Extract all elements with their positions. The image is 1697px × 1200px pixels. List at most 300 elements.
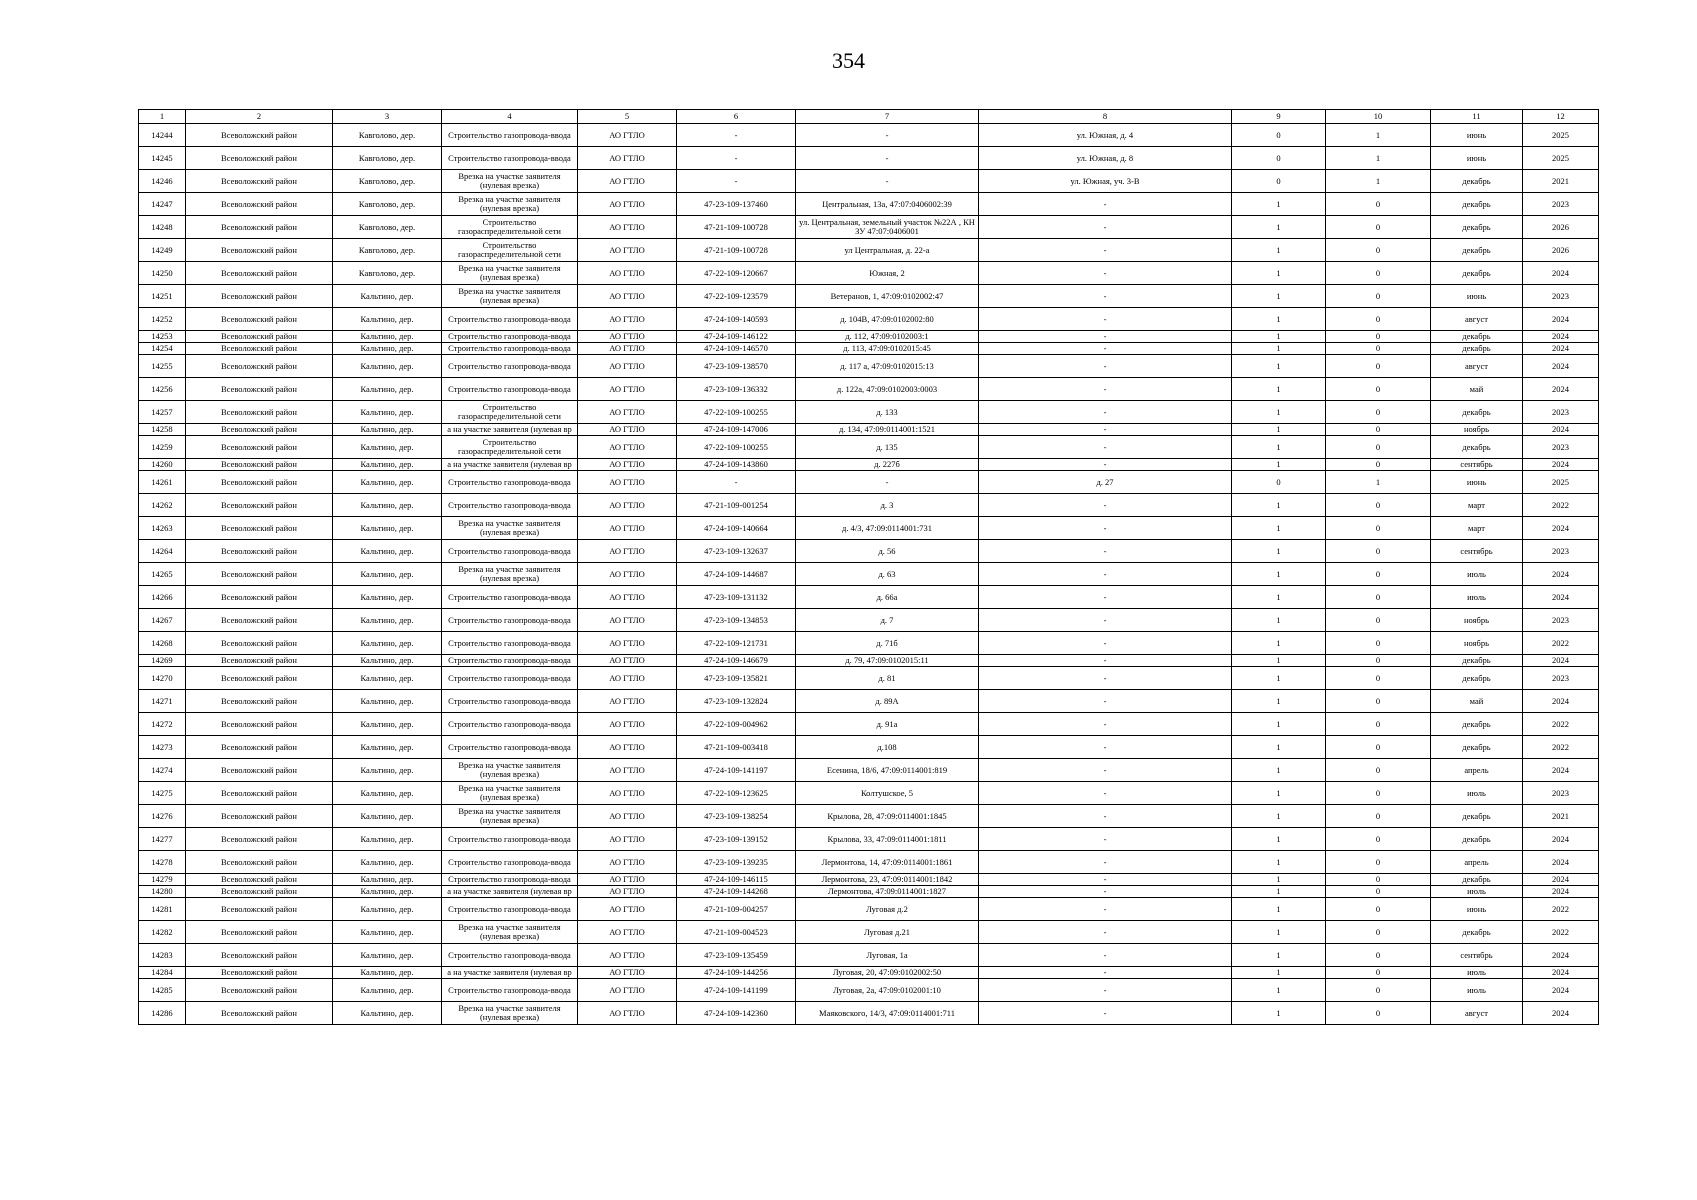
table-row <box>139 471 1599 494</box>
cell-month: июнь <box>1431 124 1523 147</box>
cell-count-b: 0 <box>1326 563 1431 586</box>
cell-count-a: 1 <box>1232 851 1326 874</box>
cell-count-a: 1 <box>1232 967 1326 979</box>
table-row <box>139 782 1599 805</box>
cell-row-number: 14251 <box>139 285 186 308</box>
cell-month: март <box>1431 517 1523 540</box>
cell-row-number: 14281 <box>139 898 186 921</box>
cell-row-number: 14250 <box>139 262 186 285</box>
cell-year: 2024 <box>1523 967 1599 979</box>
cell-district: Всеволожский район <box>186 1002 333 1025</box>
cell-row-number: 14286 <box>139 1002 186 1025</box>
cell-work-type: а на участке заявителя (нулевая вр <box>442 886 578 898</box>
cell-settlement: Кавголово, дер. <box>333 124 442 147</box>
cell-count-a: 1 <box>1232 759 1326 782</box>
cell-month: декабрь <box>1431 216 1523 239</box>
column-header-5: 5 <box>578 110 677 124</box>
cell-count-b: 0 <box>1326 1002 1431 1025</box>
cell-count-a: 1 <box>1232 828 1326 851</box>
cell-count-a: 1 <box>1232 193 1326 216</box>
cell-tu-number: 47-23-109-138254 <box>677 805 796 828</box>
cell-year: 2023 <box>1523 193 1599 216</box>
cell-count-b: 0 <box>1326 898 1431 921</box>
cell-month: сентябрь <box>1431 459 1523 471</box>
cell-street-address: - <box>979 655 1232 667</box>
cell-work-type: Врезка на участке заявителя (нулевая врезка) <box>442 170 578 193</box>
cell-street-address: д. 27 <box>979 471 1232 494</box>
cell-district: Всеволожский район <box>186 563 333 586</box>
cell-settlement: Кальтино, дер. <box>333 424 442 436</box>
cell-year: 2024 <box>1523 828 1599 851</box>
cell-count-a: 1 <box>1232 713 1326 736</box>
table-row <box>139 308 1599 331</box>
cell-year: 2026 <box>1523 216 1599 239</box>
cell-tu-number: - <box>677 124 796 147</box>
cell-count-a: 1 <box>1232 308 1326 331</box>
cell-month: декабрь <box>1431 436 1523 459</box>
table-row <box>139 262 1599 285</box>
cell-settlement: Кальтино, дер. <box>333 851 442 874</box>
cell-month: декабрь <box>1431 667 1523 690</box>
cell-street-address: - <box>979 540 1232 563</box>
table-row <box>139 851 1599 874</box>
table-row <box>139 979 1599 1002</box>
cell-district: Всеволожский район <box>186 805 333 828</box>
table-row <box>139 285 1599 308</box>
cell-settlement: Кальтино, дер. <box>333 898 442 921</box>
cell-row-number: 14278 <box>139 851 186 874</box>
cell-district: Всеволожский район <box>186 262 333 285</box>
table-row <box>139 378 1599 401</box>
cell-address-cadastral: д. 135 <box>796 436 979 459</box>
cell-district: Всеволожский район <box>186 147 333 170</box>
cell-district: Всеволожский район <box>186 736 333 759</box>
cell-year: 2024 <box>1523 331 1599 343</box>
cell-month: май <box>1431 378 1523 401</box>
cell-count-b: 0 <box>1326 609 1431 632</box>
cell-count-b: 0 <box>1326 979 1431 1002</box>
cell-district: Всеволожский район <box>186 378 333 401</box>
cell-month: ноябрь <box>1431 424 1523 436</box>
cell-street-address: - <box>979 805 1232 828</box>
cell-address-cadastral: д. 89А <box>796 690 979 713</box>
cell-street-address: - <box>979 308 1232 331</box>
cell-tu-number: - <box>677 147 796 170</box>
cell-count-a: 1 <box>1232 609 1326 632</box>
cell-year: 2022 <box>1523 736 1599 759</box>
cell-street-address: - <box>979 343 1232 355</box>
cell-street-address: - <box>979 285 1232 308</box>
cell-settlement: Кавголово, дер. <box>333 239 442 262</box>
cell-district: Всеволожский район <box>186 401 333 424</box>
cell-month: декабрь <box>1431 713 1523 736</box>
cell-street-address: - <box>979 436 1232 459</box>
table-row <box>139 401 1599 424</box>
column-header-2: 2 <box>186 110 333 124</box>
cell-work-type: Врезка на участке заявителя (нулевая врезка) <box>442 782 578 805</box>
cell-address-cadastral: Колтушское, 5 <box>796 782 979 805</box>
column-header-4: 4 <box>442 110 578 124</box>
cell-tu-number: 47-24-109-143860 <box>677 459 796 471</box>
cell-address-cadastral: Центральная, 13а, 47:07:0406002:39 <box>796 193 979 216</box>
cell-settlement: Кальтино, дер. <box>333 979 442 1002</box>
cell-month: июль <box>1431 586 1523 609</box>
cell-organization: АО ГТЛО <box>578 147 677 170</box>
cell-work-type: Врезка на участке заявителя (нулевая врезка) <box>442 805 578 828</box>
cell-organization: АО ГТЛО <box>578 921 677 944</box>
cell-work-type: а на участке заявителя (нулевая вр <box>442 967 578 979</box>
cell-year: 2025 <box>1523 124 1599 147</box>
cell-work-type: Строительство газопровода-ввода <box>442 147 578 170</box>
cell-settlement: Кальтино, дер. <box>333 540 442 563</box>
cell-organization: АО ГТЛО <box>578 805 677 828</box>
cell-work-type: Строительство газораспределительной сети <box>442 401 578 424</box>
cell-district: Всеволожский район <box>186 874 333 886</box>
cell-count-a: 1 <box>1232 436 1326 459</box>
table-row <box>139 216 1599 239</box>
cell-address-cadastral: - <box>796 147 979 170</box>
cell-settlement: Кальтино, дер. <box>333 782 442 805</box>
cell-year: 2024 <box>1523 424 1599 436</box>
cell-street-address: - <box>979 1002 1232 1025</box>
cell-work-type: Строительство газопровода-ввода <box>442 355 578 378</box>
cell-settlement: Кальтино, дер. <box>333 690 442 713</box>
cell-organization: АО ГТЛО <box>578 216 677 239</box>
cell-month: июнь <box>1431 471 1523 494</box>
cell-month: июль <box>1431 967 1523 979</box>
cell-tu-number: 47-24-109-144687 <box>677 563 796 586</box>
cell-count-a: 1 <box>1232 690 1326 713</box>
table-row <box>139 874 1599 886</box>
page-number: 354 <box>832 48 865 73</box>
cell-count-b: 0 <box>1326 378 1431 401</box>
cell-count-b: 0 <box>1326 713 1431 736</box>
cell-month: май <box>1431 690 1523 713</box>
cell-organization: АО ГТЛО <box>578 563 677 586</box>
cell-district: Всеволожский район <box>186 494 333 517</box>
cell-tu-number: 47-24-109-140664 <box>677 517 796 540</box>
cell-month: апрель <box>1431 759 1523 782</box>
cell-count-b: 0 <box>1326 828 1431 851</box>
cell-tu-number: 47-24-109-146679 <box>677 655 796 667</box>
cell-street-address: - <box>979 378 1232 401</box>
cell-count-b: 0 <box>1326 944 1431 967</box>
cell-district: Всеволожский район <box>186 886 333 898</box>
cell-count-a: 1 <box>1232 355 1326 378</box>
cell-settlement: Кальтино, дер. <box>333 471 442 494</box>
cell-tu-number: 47-22-109-120667 <box>677 262 796 285</box>
cell-row-number: 14274 <box>139 759 186 782</box>
cell-work-type: Строительство газопровода-ввода <box>442 736 578 759</box>
cell-count-a: 1 <box>1232 285 1326 308</box>
cell-settlement: Кальтино, дер. <box>333 308 442 331</box>
cell-address-cadastral: Крылова, 28, 47:09:0114001:1845 <box>796 805 979 828</box>
cell-organization: АО ГТЛО <box>578 401 677 424</box>
cell-organization: АО ГТЛО <box>578 193 677 216</box>
cell-street-address: - <box>979 424 1232 436</box>
cell-tu-number: 47-24-109-146115 <box>677 874 796 886</box>
cell-count-b: 0 <box>1326 805 1431 828</box>
cell-address-cadastral: - <box>796 170 979 193</box>
column-header-11: 11 <box>1431 110 1523 124</box>
cell-tu-number: 47-22-109-004962 <box>677 713 796 736</box>
cell-work-type: Строительство газопровода-ввода <box>442 667 578 690</box>
cell-work-type: Врезка на участке заявителя (нулевая врезка) <box>442 759 578 782</box>
cell-district: Всеволожский район <box>186 655 333 667</box>
cell-organization: АО ГТЛО <box>578 1002 677 1025</box>
cell-settlement: Кальтино, дер. <box>333 1002 442 1025</box>
cell-work-type: Строительство газопровода-ввода <box>442 378 578 401</box>
cell-year: 2024 <box>1523 563 1599 586</box>
table-row <box>139 632 1599 655</box>
cell-year: 2024 <box>1523 308 1599 331</box>
cell-row-number: 14247 <box>139 193 186 216</box>
cell-row-number: 14270 <box>139 667 186 690</box>
cell-organization: АО ГТЛО <box>578 828 677 851</box>
cell-year: 2023 <box>1523 782 1599 805</box>
cell-count-b: 0 <box>1326 759 1431 782</box>
cell-work-type: Строительство газопровода-ввода <box>442 851 578 874</box>
cell-tu-number: 47-24-109-141197 <box>677 759 796 782</box>
cell-month: декабрь <box>1431 170 1523 193</box>
table-row <box>139 805 1599 828</box>
cell-address-cadastral: д. 134, 47:09:0114001:1521 <box>796 424 979 436</box>
cell-month: август <box>1431 355 1523 378</box>
cell-year: 2022 <box>1523 921 1599 944</box>
cell-row-number: 14258 <box>139 424 186 436</box>
cell-row-number: 14248 <box>139 216 186 239</box>
cell-count-b: 0 <box>1326 540 1431 563</box>
gas-connection-registry-table <box>138 109 1599 1025</box>
cell-settlement: Кальтино, дер. <box>333 378 442 401</box>
cell-organization: АО ГТЛО <box>578 944 677 967</box>
cell-tu-number: 47-23-109-137460 <box>677 193 796 216</box>
cell-address-cadastral: д. 133 <box>796 401 979 424</box>
cell-row-number: 14273 <box>139 736 186 759</box>
cell-count-b: 0 <box>1326 401 1431 424</box>
cell-row-number: 14262 <box>139 494 186 517</box>
cell-count-a: 1 <box>1232 874 1326 886</box>
cell-row-number: 14276 <box>139 805 186 828</box>
cell-street-address: - <box>979 667 1232 690</box>
cell-settlement: Кальтино, дер. <box>333 609 442 632</box>
cell-year: 2022 <box>1523 713 1599 736</box>
cell-count-a: 1 <box>1232 1002 1326 1025</box>
cell-settlement: Кальтино, дер. <box>333 736 442 759</box>
cell-street-address: - <box>979 690 1232 713</box>
cell-settlement: Кальтино, дер. <box>333 759 442 782</box>
cell-organization: АО ГТЛО <box>578 436 677 459</box>
cell-year: 2024 <box>1523 355 1599 378</box>
cell-work-type: Строительство газопровода-ввода <box>442 308 578 331</box>
cell-month: июнь <box>1431 285 1523 308</box>
cell-street-address: - <box>979 401 1232 424</box>
cell-tu-number: 47-24-109-144268 <box>677 886 796 898</box>
cell-district: Всеволожский район <box>186 308 333 331</box>
cell-count-b: 0 <box>1326 782 1431 805</box>
cell-year: 2021 <box>1523 805 1599 828</box>
cell-year: 2026 <box>1523 239 1599 262</box>
cell-row-number: 14260 <box>139 459 186 471</box>
cell-district: Всеволожский район <box>186 944 333 967</box>
cell-district: Всеволожский район <box>186 667 333 690</box>
cell-row-number: 14249 <box>139 239 186 262</box>
cell-tu-number: 47-24-109-146122 <box>677 331 796 343</box>
cell-district: Всеволожский район <box>186 609 333 632</box>
cell-organization: АО ГТЛО <box>578 713 677 736</box>
cell-count-b: 0 <box>1326 239 1431 262</box>
cell-district: Всеволожский район <box>186 343 333 355</box>
table-row <box>139 459 1599 471</box>
cell-row-number: 14269 <box>139 655 186 667</box>
cell-settlement: Кальтино, дер. <box>333 494 442 517</box>
cell-tu-number: 47-24-109-140593 <box>677 308 796 331</box>
cell-year: 2025 <box>1523 147 1599 170</box>
cell-count-b: 0 <box>1326 632 1431 655</box>
cell-organization: АО ГТЛО <box>578 886 677 898</box>
cell-district: Всеволожский район <box>186 517 333 540</box>
cell-work-type: а на участке заявителя (нулевая вр <box>442 424 578 436</box>
column-header-7: 7 <box>796 110 979 124</box>
cell-month: сентябрь <box>1431 540 1523 563</box>
table-row <box>139 355 1599 378</box>
cell-settlement: Кавголово, дер. <box>333 170 442 193</box>
cell-month: июль <box>1431 979 1523 1002</box>
cell-count-a: 0 <box>1232 124 1326 147</box>
cell-street-address: - <box>979 216 1232 239</box>
table-row <box>139 921 1599 944</box>
cell-settlement: Кавголово, дер. <box>333 216 442 239</box>
cell-organization: АО ГТЛО <box>578 262 677 285</box>
cell-settlement: Кальтино, дер. <box>333 667 442 690</box>
cell-work-type: Врезка на участке заявителя (нулевая врезка) <box>442 285 578 308</box>
cell-row-number: 14246 <box>139 170 186 193</box>
cell-street-address: - <box>979 459 1232 471</box>
cell-month: апрель <box>1431 851 1523 874</box>
cell-district: Всеволожский район <box>186 782 333 805</box>
cell-tu-number: 47-24-109-146570 <box>677 343 796 355</box>
table-row <box>139 343 1599 355</box>
cell-district: Всеволожский район <box>186 713 333 736</box>
cell-month: ноябрь <box>1431 609 1523 632</box>
cell-year: 2021 <box>1523 170 1599 193</box>
cell-settlement: Кальтино, дер. <box>333 517 442 540</box>
cell-work-type: Врезка на участке заявителя (нулевая врезка) <box>442 517 578 540</box>
cell-row-number: 14272 <box>139 713 186 736</box>
cell-district: Всеволожский район <box>186 967 333 979</box>
cell-count-a: 1 <box>1232 331 1326 343</box>
cell-address-cadastral: Крылова, 33, 47:09:0114001:1811 <box>796 828 979 851</box>
cell-organization: АО ГТЛО <box>578 898 677 921</box>
cell-address-cadastral: Луговая д.2 <box>796 898 979 921</box>
cell-street-address: ул. Южная, д. 8 <box>979 147 1232 170</box>
cell-year: 2022 <box>1523 632 1599 655</box>
cell-district: Всеволожский район <box>186 586 333 609</box>
cell-settlement: Кальтино, дер. <box>333 874 442 886</box>
cell-year: 2024 <box>1523 343 1599 355</box>
column-number-header-row <box>139 110 1599 124</box>
cell-year: 2023 <box>1523 540 1599 563</box>
cell-address-cadastral: Лермонтова, 14, 47:09:0114001:1861 <box>796 851 979 874</box>
cell-year: 2024 <box>1523 1002 1599 1025</box>
cell-row-number: 14283 <box>139 944 186 967</box>
cell-tu-number: 47-24-109-141199 <box>677 979 796 1002</box>
cell-address-cadastral: д. 4/3, 47:09:0114001:731 <box>796 517 979 540</box>
cell-organization: АО ГТЛО <box>578 782 677 805</box>
cell-count-a: 1 <box>1232 563 1326 586</box>
cell-work-type: Строительство газораспределительной сети <box>442 436 578 459</box>
cell-count-a: 0 <box>1232 471 1326 494</box>
cell-count-b: 1 <box>1326 124 1431 147</box>
cell-address-cadastral: - <box>796 471 979 494</box>
cell-month: декабрь <box>1431 343 1523 355</box>
cell-work-type: Строительство газопровода-ввода <box>442 944 578 967</box>
cell-street-address: - <box>979 886 1232 898</box>
cell-row-number: 14259 <box>139 436 186 459</box>
cell-year: 2024 <box>1523 759 1599 782</box>
cell-year: 2023 <box>1523 609 1599 632</box>
cell-tu-number: 47-22-109-123579 <box>677 285 796 308</box>
cell-month: ноябрь <box>1431 632 1523 655</box>
cell-count-a: 1 <box>1232 632 1326 655</box>
table-row <box>139 736 1599 759</box>
cell-street-address: - <box>979 609 1232 632</box>
cell-address-cadastral: д. 104В, 47:09:0102002:80 <box>796 308 979 331</box>
cell-district: Всеволожский район <box>186 424 333 436</box>
cell-row-number: 14285 <box>139 979 186 1002</box>
cell-count-a: 1 <box>1232 262 1326 285</box>
cell-tu-number: 47-23-109-132824 <box>677 690 796 713</box>
cell-row-number: 14244 <box>139 124 186 147</box>
cell-month: декабрь <box>1431 401 1523 424</box>
cell-row-number: 14279 <box>139 874 186 886</box>
cell-district: Всеволожский район <box>186 436 333 459</box>
cell-settlement: Кальтино, дер. <box>333 401 442 424</box>
cell-organization: АО ГТЛО <box>578 343 677 355</box>
cell-address-cadastral: Луговая, 2а, 47:09:0102001:10 <box>796 979 979 1002</box>
cell-year: 2024 <box>1523 886 1599 898</box>
cell-count-b: 0 <box>1326 667 1431 690</box>
column-header-1: 1 <box>139 110 186 124</box>
cell-settlement: Кальтино, дер. <box>333 563 442 586</box>
table-row <box>139 586 1599 609</box>
cell-tu-number: 47-24-109-142360 <box>677 1002 796 1025</box>
column-header-6: 6 <box>677 110 796 124</box>
cell-district: Всеволожский район <box>186 285 333 308</box>
table-row <box>139 713 1599 736</box>
cell-year: 2024 <box>1523 690 1599 713</box>
cell-street-address: - <box>979 355 1232 378</box>
cell-organization: АО ГТЛО <box>578 632 677 655</box>
cell-street-address: - <box>979 586 1232 609</box>
cell-tu-number: 47-22-109-100255 <box>677 401 796 424</box>
cell-count-b: 1 <box>1326 147 1431 170</box>
cell-street-address: - <box>979 632 1232 655</box>
table-row <box>139 967 1599 979</box>
cell-count-a: 1 <box>1232 540 1326 563</box>
cell-address-cadastral: ул Центральная, д. 22-а <box>796 239 979 262</box>
table-row <box>139 944 1599 967</box>
cell-count-b: 0 <box>1326 436 1431 459</box>
cell-month: декабрь <box>1431 193 1523 216</box>
cell-month: июнь <box>1431 898 1523 921</box>
cell-organization: АО ГТЛО <box>578 851 677 874</box>
cell-settlement: Кальтино, дер. <box>333 655 442 667</box>
cell-address-cadastral: д. 63 <box>796 563 979 586</box>
table-row <box>139 436 1599 459</box>
cell-address-cadastral: Южная, 2 <box>796 262 979 285</box>
cell-row-number: 14245 <box>139 147 186 170</box>
